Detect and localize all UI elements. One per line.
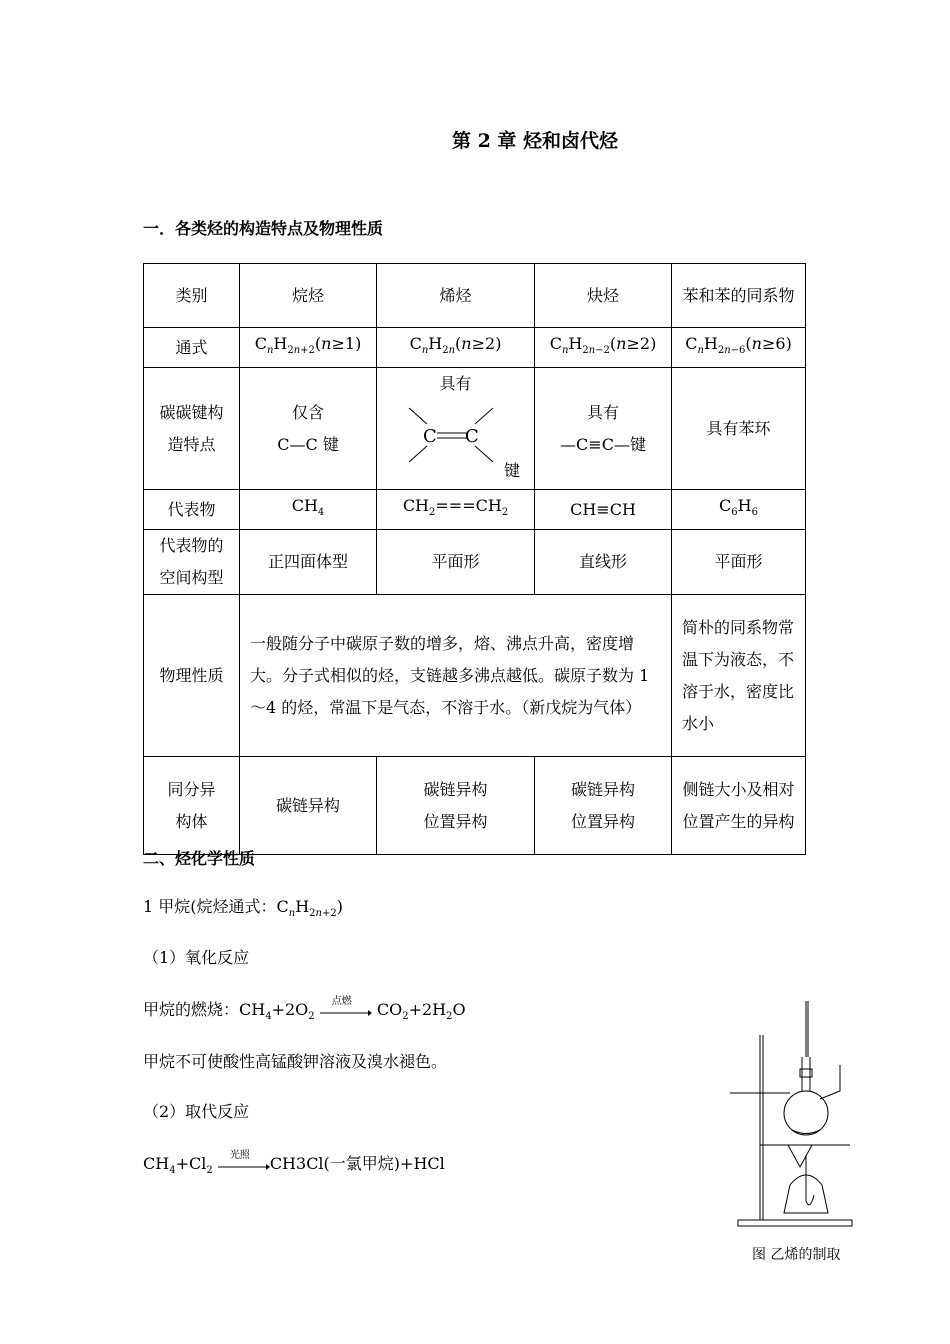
formula-label: 通式	[144, 328, 240, 368]
phys-benzene: 简朴的同系物常温下为液态，不溶于水，密度比水小	[672, 595, 806, 757]
svg-text:C: C	[423, 426, 437, 448]
figure-caption: 图 乙烯的制取	[752, 1247, 841, 1263]
header-benzene: 苯和苯的同系物	[672, 264, 806, 328]
formula-alkane: $C_nH_{2n+2}(n\ge 1)$	[240, 328, 377, 368]
formula-alkyne: $C_nH_{2n-2}(n\ge 2)$	[535, 328, 672, 368]
no-fade-note: 甲烷不可使酸性高锰酸钾溶液及溴水褪色。	[143, 1052, 448, 1071]
methane-heading: 1 甲烷(烷烃通式：$C_nH_{2n+2}$)	[143, 897, 343, 920]
bond-alkane: 仅含 C—C 键	[240, 368, 377, 490]
chlorination-equation: $CH_4+Cl_2$ 光照 CH3Cl(一氯甲烷)+HCl	[143, 1149, 445, 1177]
section-heading-2: 二、烃化学性质	[143, 849, 256, 868]
shape-label: 代表物的空间构型	[144, 530, 240, 595]
shape-alkane: 正四面体型	[240, 530, 377, 595]
shape-alkyne: 直线形	[535, 530, 672, 595]
header-alkene: 烯烃	[377, 264, 535, 328]
header-category: 类别	[144, 264, 240, 328]
bond-alkene: 具有 C C 键	[377, 368, 535, 490]
iso-benzene: 侧链大小及相对位置产生的异构	[672, 757, 806, 855]
bond-benzene: 具有苯环	[672, 368, 806, 490]
ethylene-apparatus-icon	[730, 995, 860, 1235]
page-title: 第 2 章 烃和卤代烃	[451, 130, 619, 152]
rep-alkyne: CH≡CH	[535, 490, 672, 530]
ignite-arrow-icon: 点燃	[320, 1004, 372, 1018]
bond-alkyne: 具有 —C≡C—键	[535, 368, 672, 490]
shape-benzene: 平面形	[672, 530, 806, 595]
iso-alkene: 碳链异构 位置异构	[377, 757, 535, 855]
cc-double-bond-icon	[407, 404, 497, 474]
formula-alkene: $C_nH_{2n}(n\ge 2)$	[377, 328, 535, 368]
iso-alkane: 碳链异构	[240, 757, 377, 855]
section-heading-1: 一．各类烃的构造特点及物理性质	[143, 219, 384, 238]
header-alkane: 烷烃	[240, 264, 377, 328]
phys-label: 物理性质	[144, 595, 240, 757]
bond-label: 碳碳键构造特点	[144, 368, 240, 490]
rep-label: 代表物	[144, 490, 240, 530]
hydrocarbon-table	[143, 263, 806, 855]
phys-main: 一般随分子中碳原子数的增多，熔、沸点升高，密度增大。分子式相似的烃，支链越多沸点越低。碳原子数为 1～4 的烃，常温下是气态，不溶于水。（新戊烷为气体）	[240, 595, 672, 757]
header-alkyne: 炔烃	[535, 264, 672, 328]
iso-alkyne: 碳链异构 位置异构	[535, 757, 672, 855]
light-arrow-icon: 光照	[218, 1158, 270, 1172]
combustion-equation: 甲烷的燃烧：$CH_4+2O_2$ 点燃 $CO_2+2H_2O$	[143, 995, 466, 1023]
shape-alkene: 平面形	[377, 530, 535, 595]
svg-text:C: C	[465, 426, 479, 448]
rep-alkane: $CH_4$	[240, 490, 377, 530]
iso-label: 同分异构体	[144, 757, 240, 855]
rep-alkene: $CH_2===CH_2$	[377, 490, 535, 530]
rep-benzene: $C_6H_6$	[672, 490, 806, 530]
substitution-heading: （2）取代反应	[143, 1102, 250, 1121]
oxidation-heading: （1）氧化反应	[143, 948, 250, 967]
formula-benzene: $C_nH_{2n-6}(n\ge 6)$	[672, 328, 806, 368]
